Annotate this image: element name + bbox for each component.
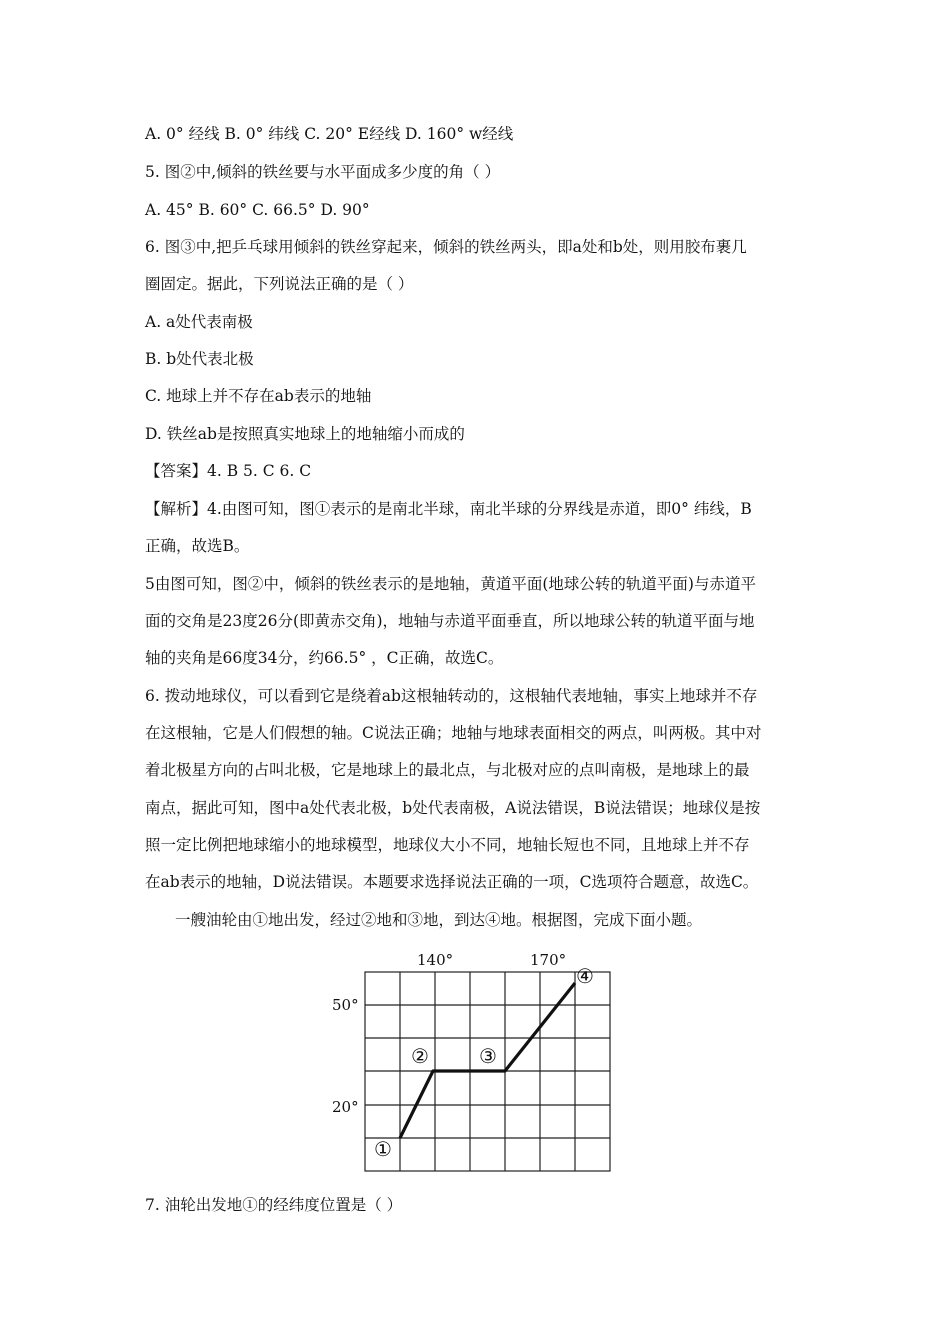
- analysis-line-8: 着北极星方向的占叫北极，它是地球上的最北点，与北极对应的点叫南极，是地球上的最: [145, 761, 750, 779]
- analysis-line-11: 在ab表示的地轴，D说法错误。本题要求选择说法正确的一项，C选项符合题意，故选C。: [145, 873, 759, 891]
- route-grid-figure: [320, 950, 620, 1180]
- q6-option-d: D. 铁丝ab是按照真实地球上的地轴缩小而成的: [145, 425, 465, 443]
- answer-line: 【答案】4. B 5. C 6. C: [145, 462, 312, 480]
- analysis-line-9: 南点，据此可知，图中a处代表北极，b处代表南极，A说法错误，B说法错误；地球仪是按: [145, 799, 761, 817]
- q6-option-c: C. 地球上并不存在ab表示的地轴: [145, 387, 372, 405]
- analysis-line-6: 6. 拨动地球仪，可以看到它是绕着ab这根轴转动的，这根轴代表地轴，事实上地球并不存: [145, 687, 758, 705]
- analysis-line-2: 正确，故选B。: [145, 537, 250, 555]
- q6-option-b: B. b处代表北极: [145, 350, 254, 368]
- analysis-line-7: 在这根轴，它是人们假想的轴。C说法正确；地轴与地球表面相交的两点，叫两极。其中对: [145, 724, 762, 742]
- analysis-line-3: 5由图可知，图②中，倾斜的铁丝表示的是地轴，黄道平面(地球公转的轨道平面)与赤道平: [145, 575, 756, 593]
- q6-stem-line-1: 6. 图③中,把乒乓球用倾斜的铁丝穿起来，倾斜的铁丝两头，即a处和b处，则用胶布裹几: [145, 238, 747, 256]
- lat-label-20: 20°: [332, 1098, 359, 1116]
- q7-intro: 一艘油轮由①地出发，经过②地和③地，到达④地。根据图，完成下面小题。: [175, 911, 703, 929]
- q6-stem-line-2: 圈固定。据此，下列说法正确的是（ ）: [145, 275, 414, 293]
- analysis-line-4: 面的交角是23度26分(即黄赤交角)，地轴与赤道平面垂直，所以地球公转的轨道平面与地: [145, 612, 755, 630]
- q4-options: A. 0° 经线 B. 0° 纬线 C. 20° E经线 D. 160° w经线: [145, 125, 514, 143]
- lat-label-50: 50°: [332, 996, 359, 1014]
- analysis-line-1: 【解析】4.由图可知，图①表示的是南北半球，南北半球的分界线是赤道，即0° 纬线，B: [145, 500, 752, 518]
- point-3-marker: ③: [479, 1044, 497, 1068]
- point-2-marker: ②: [411, 1044, 429, 1068]
- lon-label-170: 170°: [530, 951, 567, 969]
- q6-option-a: A. a处代表南极: [145, 313, 253, 331]
- q5-options: A. 45° B. 60° C. 66.5° D. 90°: [145, 201, 370, 219]
- analysis-line-10: 照一定比例把地球缩小的地球模型，地球仪大小不同，地轴长短也不同，且地球上并不存: [145, 836, 750, 854]
- lon-label-140: 140°: [417, 951, 454, 969]
- point-4-marker: ④: [576, 964, 594, 988]
- analysis-line-5: 轴的夹角是66度34分，约66.5° ，C正确，故选C。: [145, 649, 504, 667]
- point-1-marker: ①: [374, 1137, 392, 1161]
- q7-stem: 7. 油轮出发地①的经纬度位置是（ ）: [145, 1196, 403, 1214]
- q5-stem: 5. 图②中,倾斜的铁丝要与水平面成多少度的角（ ）: [145, 163, 501, 181]
